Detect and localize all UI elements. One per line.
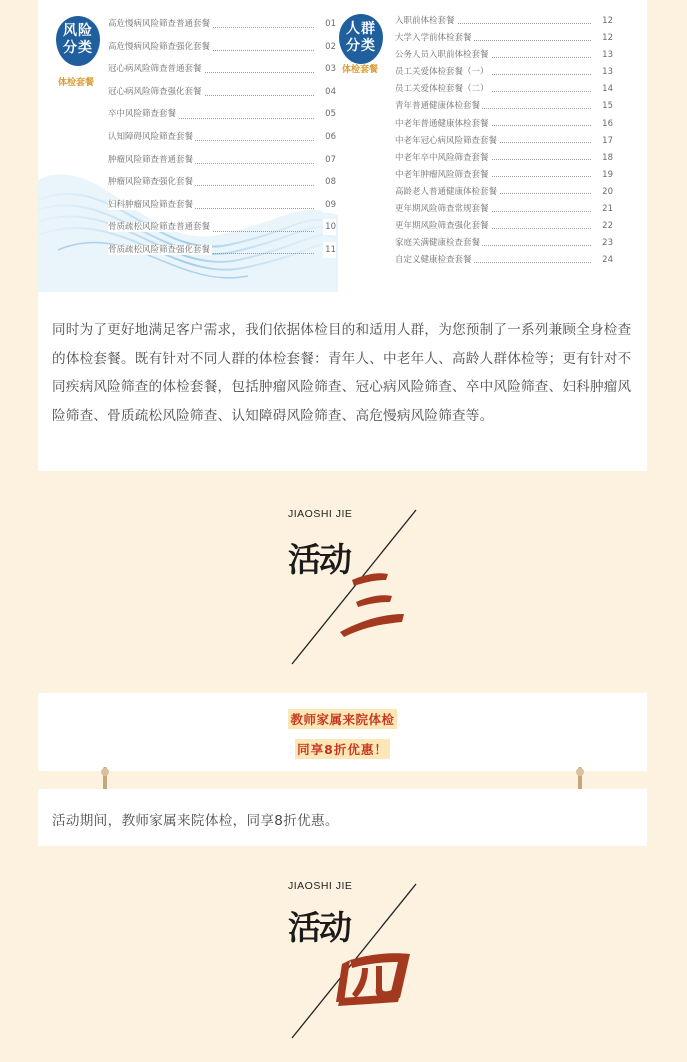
toc-item-page: 16 — [602, 118, 613, 129]
toc-item — [395, 236, 613, 253]
promo-line-1: 教师家属来院体检 — [288, 709, 396, 729]
toc-item-page: 15 — [602, 101, 613, 112]
toc-item — [395, 253, 613, 270]
toc-item-name: 家庭关满健康检查套餐 — [395, 238, 481, 249]
group-package-list — [395, 14, 613, 270]
toc-item — [395, 151, 613, 168]
toc-item — [395, 185, 613, 202]
toc-item — [395, 14, 613, 31]
toc-item-name: 中老年肿瘤风险筛查套餐 — [395, 169, 489, 180]
brush-number-four — [270, 880, 430, 1040]
risk-package-list — [108, 16, 336, 265]
toc-item-page: 06 — [323, 129, 336, 145]
toc-item-page: 02 — [323, 39, 336, 55]
toc-item-page: 17 — [602, 135, 613, 146]
promo-note-card — [38, 789, 647, 846]
toc-item — [395, 219, 613, 236]
toc-item-page: 22 — [602, 221, 613, 232]
toc-item-page: 09 — [323, 197, 336, 213]
toc-item-page: 12 — [602, 16, 613, 26]
toc-item — [395, 117, 613, 134]
group-category-badge: 人群 分类 — [339, 14, 383, 64]
toc-item-page: 07 — [323, 152, 336, 168]
activity-four-title: 活动 — [288, 908, 350, 947]
toc-item-name: 员工关爱体检套餐（一） — [395, 67, 489, 78]
toc-item — [395, 99, 613, 116]
toc-item-page: 05 — [323, 106, 336, 122]
toc-item-name: 认知障碍风险筛查套餐 — [108, 131, 194, 142]
activity-three-header — [270, 508, 430, 668]
toc-item — [395, 31, 613, 48]
toc-item — [395, 134, 613, 151]
toc-item — [395, 82, 613, 99]
toc-item-name: 高龄老人普通健康体检套餐 — [395, 186, 498, 197]
toc-item — [108, 197, 336, 220]
toc-item — [108, 174, 336, 197]
activity-three-english: JIAOSHI JIE — [288, 508, 353, 520]
toc-item — [108, 129, 336, 152]
catalog-image — [38, 0, 647, 292]
toc-item — [108, 219, 336, 242]
toc-item-name: 妇科肿瘤风险筛查套餐 — [108, 199, 194, 210]
toc-item-name: 员工关爱体检套餐（二） — [395, 84, 489, 95]
toc-item — [395, 168, 613, 185]
promo-note: 活动期间，教师家属来院体检，同享8折优惠。 — [52, 813, 339, 829]
toc-item-page: 21 — [602, 204, 613, 215]
brush-number-three — [270, 508, 430, 668]
toc-item-page: 12 — [602, 33, 613, 44]
binder-strip — [38, 771, 647, 789]
toc-item-name: 入职前体检套餐 — [395, 16, 455, 26]
toc-item-name: 高危慢病风险筛查强化套餐 — [108, 41, 211, 52]
toc-item-page: 08 — [323, 174, 336, 190]
toc-item-page: 19 — [602, 169, 613, 180]
toc-item-name: 冠心病风险筛查强化套餐 — [108, 86, 202, 97]
intro-paragraph: 同时为了更好地满足客户需求，我们依据体检目的和适用人群，为您预制了一系列兼顾全身检查的体检套餐。既有针对不同人群的体检套餐：青年人、中老年人、高龄人群体检等；更有针对不同疾病风险筛查的体检套餐，包括肿瘤风险筛查、冠心病风险筛查、卒中风险筛查、妇科肿瘤风险筛查、骨质疏松风险筛查、认知障碍风险筛查、高危慢病风险筛查等。 — [52, 322, 632, 424]
toc-item-page: 03 — [323, 61, 336, 77]
activity-four-header — [270, 880, 430, 1040]
toc-item-name: 骨质疏松风险筛查强化套餐 — [108, 244, 211, 255]
risk-category-subtitle: 体检套餐 — [58, 78, 95, 88]
toc-item-page: 01 — [323, 16, 336, 32]
toc-item-page: 11 — [323, 242, 336, 258]
toc-item-page: 10 — [323, 219, 336, 235]
toc-item-name: 公务人员入职前体检套餐 — [395, 50, 489, 61]
toc-item-page: 04 — [323, 84, 336, 100]
toc-item-page: 23 — [602, 238, 613, 249]
toc-item-page: 14 — [602, 84, 613, 95]
promo-card — [38, 693, 647, 771]
group-category-subtitle: 体检套餐 — [342, 65, 379, 75]
toc-item-name: 大学入学前体检套餐 — [395, 33, 472, 44]
toc-item-name: 中老年普通健康体检套餐 — [395, 118, 489, 129]
toc-item-name: 冠心病风险筛查普通套餐 — [108, 64, 202, 75]
toc-item — [108, 61, 336, 84]
toc-item-name: 自定义健康检查套餐 — [395, 255, 472, 266]
toc-item-name: 肿瘤风险筛查普通套餐 — [108, 154, 194, 165]
toc-item — [108, 39, 336, 62]
toc-item-page: 24 — [602, 255, 613, 266]
toc-item-page: 13 — [602, 67, 613, 78]
toc-item — [108, 152, 336, 175]
toc-item — [395, 202, 613, 219]
toc-item-name: 青年普通健康体检套餐 — [395, 101, 481, 112]
toc-item-page: 13 — [602, 50, 613, 61]
toc-item-name: 肿瘤风险筛查强化套餐 — [108, 177, 194, 188]
toc-item — [108, 84, 336, 107]
toc-item — [108, 16, 336, 39]
toc-item-page: 18 — [602, 152, 613, 163]
toc-item — [108, 106, 336, 129]
toc-item — [108, 242, 336, 265]
toc-item-name: 中老年卒中风险筛查套餐 — [395, 152, 489, 163]
intro-card — [38, 292, 647, 471]
toc-item-name: 中老年冠心病风险筛查套餐 — [395, 135, 498, 146]
toc-item-name: 卒中风险筛查套餐 — [108, 109, 177, 120]
toc-item-name: 更年期风险筛查常规套餐 — [395, 204, 489, 215]
toc-item — [395, 48, 613, 65]
toc-item-page: 20 — [602, 186, 613, 197]
risk-category-badge: 风险 分类 — [56, 16, 100, 66]
toc-item-name: 骨质疏松风险筛查普通套餐 — [108, 222, 211, 233]
toc-item-name: 高危慢病风险筛查普通套餐 — [108, 19, 211, 29]
promo-line-2: 同享8折优惠！ — [295, 739, 390, 759]
toc-item — [395, 65, 613, 82]
toc-item-name: 更年期风险筛查强化套餐 — [395, 221, 489, 232]
activity-four-english: JIAOSHI JIE — [288, 880, 353, 892]
activity-three-title: 活动 — [288, 540, 350, 579]
